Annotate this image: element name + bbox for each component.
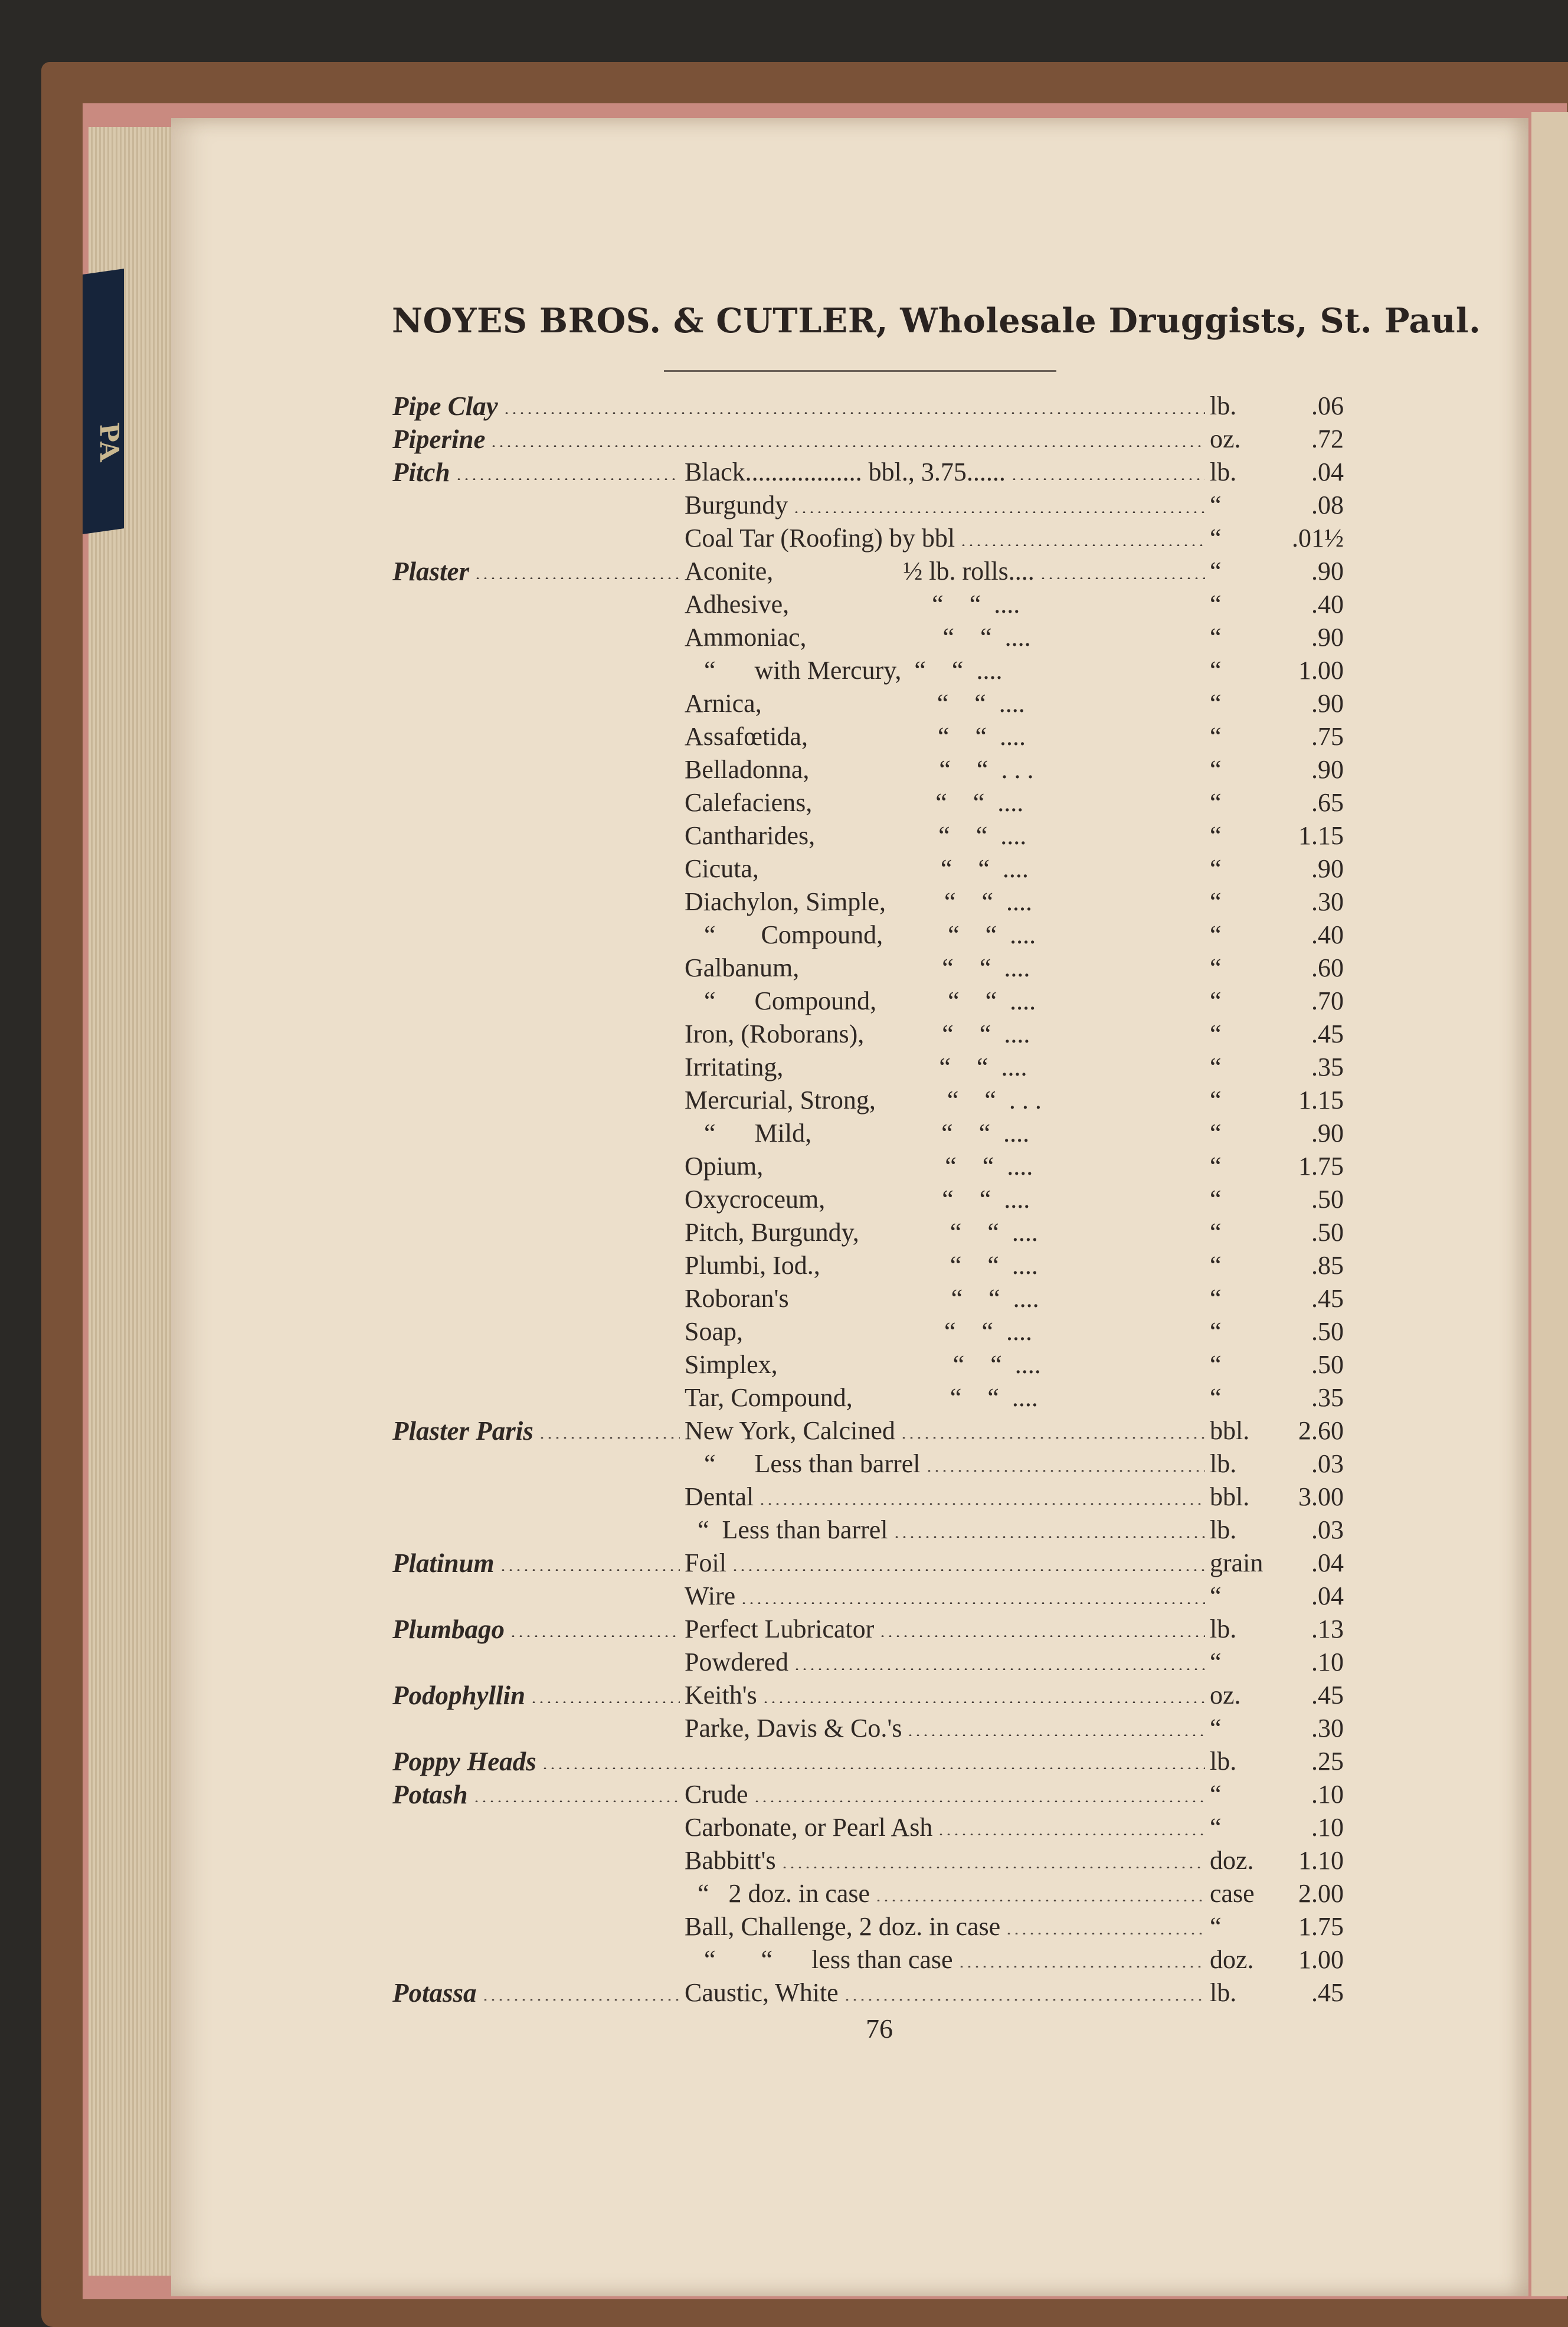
- item-category: Podophyllin: [392, 1681, 526, 1710]
- item-price: .06: [1311, 391, 1344, 420]
- item-unit: “: [1210, 1813, 1222, 1842]
- dot-leader: [1010, 478, 1205, 480]
- item-description: Coal Tar (Roofing) by bbl: [685, 524, 955, 553]
- item-unit: lb.: [1210, 1614, 1237, 1643]
- price-row: [0, 1315, 1568, 1348]
- item-unit: “: [1210, 524, 1222, 553]
- item-price: .50: [1311, 1350, 1344, 1379]
- item-unit: doz.: [1210, 1846, 1254, 1875]
- dot-leader: [541, 1767, 1205, 1769]
- item-price: .90: [1311, 623, 1344, 652]
- bookmark-text: PA: [94, 421, 124, 463]
- item-unit: grain: [1210, 1548, 1263, 1577]
- price-row: [0, 1249, 1568, 1282]
- dot-leader: [958, 1966, 1205, 1968]
- item-price: .45: [1311, 1284, 1344, 1313]
- price-row: [0, 720, 1568, 753]
- price-row: [0, 1414, 1568, 1447]
- item-unit: “: [1210, 854, 1222, 883]
- price-row: [0, 1051, 1568, 1084]
- item-unit: “: [1210, 986, 1222, 1015]
- item-price: .01½: [1292, 524, 1344, 553]
- item-description: New York, Calcined: [685, 1416, 895, 1445]
- item-unit: “: [1210, 689, 1222, 718]
- price-row: [0, 786, 1568, 819]
- price-row: [0, 654, 1568, 687]
- item-unit: “: [1210, 1648, 1222, 1676]
- page-header: NOYES BROS. & CUTLER, Wholesale Druggists, St. Paul.: [392, 301, 1481, 341]
- item-unit: “: [1210, 590, 1222, 619]
- price-row: [0, 1811, 1568, 1844]
- item-description: “ Less than barrel: [685, 1449, 921, 1478]
- item-price: .10: [1311, 1780, 1344, 1809]
- item-price: .25: [1311, 1747, 1344, 1776]
- item-price: .30: [1311, 1714, 1344, 1743]
- item-category: Plaster Paris: [392, 1416, 533, 1446]
- item-description: “ “ less than case: [685, 1945, 953, 1974]
- item-description: Foil: [685, 1548, 726, 1577]
- item-description: Babbitt's: [685, 1846, 776, 1875]
- item-unit: “: [1210, 1780, 1222, 1809]
- item-unit: “: [1210, 920, 1222, 949]
- item-price: .72: [1311, 424, 1344, 453]
- item-unit: “: [1210, 821, 1222, 850]
- item-price: .90: [1311, 854, 1344, 883]
- item-price: 1.15: [1298, 1086, 1344, 1115]
- item-description: Oxycroceum, “ “ ....: [685, 1185, 1030, 1214]
- item-description: “ Less than barrel: [685, 1515, 888, 1544]
- dot-leader: [900, 1437, 1205, 1439]
- dot-leader: [879, 1635, 1205, 1637]
- item-unit: bbl.: [1210, 1416, 1250, 1445]
- price-row: [0, 919, 1568, 952]
- item-description: Ammoniac, “ “ ....: [685, 623, 1031, 652]
- dot-leader: [762, 1701, 1205, 1703]
- item-description: Caustic, White: [685, 1978, 839, 2007]
- item-unit: “: [1210, 1119, 1222, 1148]
- item-unit: bbl.: [1210, 1482, 1250, 1511]
- price-row: [0, 1018, 1568, 1051]
- dot-leader: [740, 1602, 1205, 1604]
- item-unit: “: [1210, 1284, 1222, 1313]
- item-price: .03: [1311, 1515, 1344, 1544]
- item-price: 1.15: [1298, 821, 1344, 850]
- item-description: Carbonate, or Pearl Ash: [685, 1813, 933, 1842]
- item-description: Simplex, “ “ ....: [685, 1350, 1041, 1379]
- item-unit: “: [1210, 491, 1222, 519]
- item-description: Roboran's “ “ ....: [685, 1284, 1039, 1313]
- item-unit: lb.: [1210, 1515, 1237, 1544]
- price-row: [0, 885, 1568, 919]
- dot-leader: [455, 478, 680, 480]
- dot-leader: [503, 412, 1205, 414]
- item-price: .90: [1311, 557, 1344, 586]
- item-unit: oz.: [1210, 424, 1241, 453]
- price-row: [0, 1282, 1568, 1315]
- dot-leader: [875, 1900, 1205, 1901]
- item-category: Platinum: [392, 1548, 495, 1578]
- item-price: 1.10: [1298, 1846, 1344, 1875]
- item-description: Galbanum, “ “ ....: [685, 953, 1030, 982]
- item-unit: “: [1210, 1912, 1222, 1941]
- item-description: Pitch, Burgundy, “ “ ....: [685, 1218, 1038, 1247]
- item-category: Piperine: [392, 424, 486, 454]
- item-description: Tar, Compound, “ “ ....: [685, 1383, 1038, 1412]
- dot-leader: [731, 1569, 1205, 1571]
- dot-leader: [793, 511, 1205, 513]
- price-row: [0, 555, 1568, 588]
- price-row: [0, 1381, 1568, 1414]
- dot-leader: [893, 1536, 1205, 1538]
- item-price: .45: [1311, 1681, 1344, 1710]
- dot-leader: [793, 1668, 1205, 1670]
- page-number: 76: [866, 2014, 893, 2044]
- price-row: [0, 588, 1568, 621]
- price-row: [0, 1348, 1568, 1381]
- price-row: [0, 1712, 1568, 1745]
- price-row: [0, 1150, 1568, 1183]
- item-unit: lb.: [1210, 1978, 1237, 2007]
- price-row: [0, 1679, 1568, 1712]
- item-description: Dental: [685, 1482, 754, 1511]
- item-price: .04: [1311, 457, 1344, 486]
- item-description: Calefaciens, “ “ ....: [685, 788, 1024, 817]
- dot-leader: [490, 445, 1205, 447]
- item-unit: “: [1210, 755, 1222, 784]
- price-row: [0, 423, 1568, 456]
- item-description: Aconite, ½ lb. rolls....: [685, 557, 1035, 586]
- item-price: .08: [1311, 491, 1344, 519]
- item-price: .40: [1311, 920, 1344, 949]
- header-rule: [664, 370, 1056, 372]
- item-price: .90: [1311, 1119, 1344, 1148]
- item-price: 2.60: [1298, 1416, 1344, 1445]
- item-description: Keith's: [685, 1681, 757, 1710]
- dot-leader: [925, 1470, 1205, 1472]
- item-description: Arnica, “ “ ....: [685, 689, 1025, 718]
- item-description: Parke, Davis & Co.'s: [685, 1714, 902, 1743]
- item-description: Mercurial, Strong, “ “ . . .: [685, 1086, 1042, 1115]
- price-row: [0, 1844, 1568, 1877]
- item-category: Poppy Heads: [392, 1747, 536, 1776]
- item-unit: “: [1210, 1581, 1222, 1610]
- price-row: [0, 1976, 1568, 2009]
- item-price: .65: [1311, 788, 1344, 817]
- price-row: [0, 819, 1568, 852]
- item-price: .50: [1311, 1185, 1344, 1214]
- price-row: [0, 621, 1568, 654]
- item-description: “ Compound, “ “ ....: [685, 986, 1036, 1015]
- item-unit: case: [1210, 1879, 1255, 1908]
- item-unit: “: [1210, 623, 1222, 652]
- item-unit: “: [1210, 1317, 1222, 1346]
- item-unit: “: [1210, 1152, 1222, 1181]
- item-unit: “: [1210, 722, 1222, 751]
- item-price: .50: [1311, 1317, 1344, 1346]
- dot-leader: [499, 1569, 680, 1571]
- dot-leader: [781, 1867, 1205, 1868]
- item-price: .10: [1311, 1648, 1344, 1676]
- dot-leader: [758, 1503, 1205, 1505]
- price-row: [0, 985, 1568, 1018]
- item-description: Soap, “ “ ....: [685, 1317, 1033, 1346]
- dot-leader: [1039, 577, 1205, 579]
- item-price: 1.75: [1298, 1912, 1344, 1941]
- item-category: Plumbago: [392, 1614, 505, 1644]
- item-unit: doz.: [1210, 1945, 1254, 1974]
- item-price: .30: [1311, 887, 1344, 916]
- item-description: Ball, Challenge, 2 doz. in case: [685, 1912, 1001, 1941]
- item-description: Black.................. bbl., 3.75......: [685, 457, 1006, 486]
- item-category: Potash: [392, 1780, 468, 1809]
- item-description: Irritating, “ “ ....: [685, 1053, 1027, 1081]
- item-price: 2.00: [1298, 1879, 1344, 1908]
- item-unit: “: [1210, 1086, 1222, 1115]
- item-description: Powdered: [685, 1648, 788, 1676]
- item-unit: “: [1210, 1714, 1222, 1743]
- item-price: .70: [1311, 986, 1344, 1015]
- item-description: Cantharides, “ “ ....: [685, 821, 1027, 850]
- item-price: 3.00: [1298, 1482, 1344, 1511]
- dot-leader: [906, 1734, 1205, 1736]
- item-category: Potassa: [392, 1978, 477, 2008]
- dot-leader: [960, 544, 1205, 546]
- item-price: .45: [1311, 1978, 1344, 2007]
- item-description: Perfect Lubricator: [685, 1614, 875, 1643]
- dot-leader: [482, 1999, 680, 2001]
- item-price: .35: [1311, 1053, 1344, 1081]
- item-price: .35: [1311, 1383, 1344, 1412]
- price-row: [0, 1117, 1568, 1150]
- item-price: .90: [1311, 689, 1344, 718]
- price-row: [0, 1480, 1568, 1514]
- item-description: Cicuta, “ “ ....: [685, 854, 1029, 883]
- item-price: .03: [1311, 1449, 1344, 1478]
- item-category: Pitch: [392, 457, 450, 487]
- item-unit: “: [1210, 1383, 1222, 1412]
- item-description: Diachylon, Simple, “ “ ....: [685, 887, 1033, 916]
- item-description: Opium, “ “ ....: [685, 1152, 1033, 1181]
- item-price: .75: [1311, 722, 1344, 751]
- price-row: [0, 1910, 1568, 1943]
- dot-leader: [473, 1800, 680, 1802]
- item-unit: “: [1210, 788, 1222, 817]
- item-unit: oz.: [1210, 1681, 1241, 1710]
- item-price: .90: [1311, 755, 1344, 784]
- item-price: .40: [1311, 590, 1344, 619]
- item-price: 1.00: [1298, 1945, 1344, 1974]
- dot-leader: [530, 1701, 680, 1703]
- price-row: [0, 456, 1568, 489]
- price-row: [0, 1183, 1568, 1216]
- item-description: Adhesive, “ “ ....: [685, 590, 1020, 619]
- item-description: Crude: [685, 1780, 748, 1809]
- dot-leader: [538, 1437, 680, 1439]
- price-row: [0, 852, 1568, 885]
- item-category: Pipe Clay: [392, 391, 498, 421]
- price-row: [0, 1745, 1568, 1778]
- item-unit: lb.: [1210, 457, 1237, 486]
- price-row: [0, 1580, 1568, 1613]
- price-row: [0, 952, 1568, 985]
- price-row: [0, 522, 1568, 555]
- item-description: Iron, (Roborans), “ “ ....: [685, 1019, 1030, 1048]
- item-price: .50: [1311, 1218, 1344, 1247]
- item-description: “ with Mercury, “ “ ....: [685, 656, 1003, 685]
- item-unit: lb.: [1210, 1449, 1237, 1478]
- price-row: [0, 1514, 1568, 1547]
- price-row: [0, 489, 1568, 522]
- dot-leader: [843, 1999, 1205, 2001]
- item-price: 1.00: [1298, 656, 1344, 685]
- item-price: .04: [1311, 1581, 1344, 1610]
- price-row: [0, 1447, 1568, 1480]
- price-row: [0, 390, 1568, 423]
- item-price: .13: [1311, 1614, 1344, 1643]
- item-price: .10: [1311, 1813, 1344, 1842]
- dot-leader: [937, 1834, 1205, 1835]
- dot-leader: [474, 577, 680, 579]
- item-price: 1.75: [1298, 1152, 1344, 1181]
- item-price: .45: [1311, 1019, 1344, 1048]
- price-row: [0, 1778, 1568, 1811]
- item-unit: “: [1210, 1251, 1222, 1280]
- item-unit: “: [1210, 1019, 1222, 1048]
- item-unit: “: [1210, 557, 1222, 586]
- item-unit: “: [1210, 656, 1222, 685]
- item-description: “ Compound, “ “ ....: [685, 920, 1036, 949]
- price-row: [0, 1084, 1568, 1117]
- item-unit: lb.: [1210, 1747, 1237, 1776]
- item-description: “ 2 doz. in case: [685, 1879, 870, 1908]
- item-description: Burgundy: [685, 491, 788, 519]
- item-unit: “: [1210, 1218, 1222, 1247]
- item-description: Wire: [685, 1581, 736, 1610]
- item-unit: lb.: [1210, 391, 1237, 420]
- item-description: Plumbi, Iod., “ “ ....: [685, 1251, 1038, 1280]
- dot-leader: [1005, 1933, 1205, 1934]
- dot-leader: [509, 1635, 680, 1637]
- price-row: [0, 1613, 1568, 1646]
- item-description: “ Mild, “ “ ....: [685, 1119, 1030, 1148]
- item-category: Plaster: [392, 557, 469, 586]
- price-row: [0, 687, 1568, 720]
- price-row: [0, 753, 1568, 786]
- item-price: .04: [1311, 1548, 1344, 1577]
- item-unit: “: [1210, 887, 1222, 916]
- price-row: [0, 1877, 1568, 1910]
- item-unit: “: [1210, 1053, 1222, 1081]
- price-row: [0, 1943, 1568, 1976]
- price-row: [0, 1547, 1568, 1580]
- item-description: Assafœtida, “ “ ....: [685, 722, 1026, 751]
- item-price: .85: [1311, 1251, 1344, 1280]
- item-unit: “: [1210, 1350, 1222, 1379]
- price-row: [0, 1216, 1568, 1249]
- dot-leader: [753, 1800, 1205, 1802]
- item-unit: “: [1210, 1185, 1222, 1214]
- item-unit: “: [1210, 953, 1222, 982]
- item-price: .60: [1311, 953, 1344, 982]
- item-description: Belladonna, “ “ . . .: [685, 755, 1034, 784]
- price-row: [0, 1646, 1568, 1679]
